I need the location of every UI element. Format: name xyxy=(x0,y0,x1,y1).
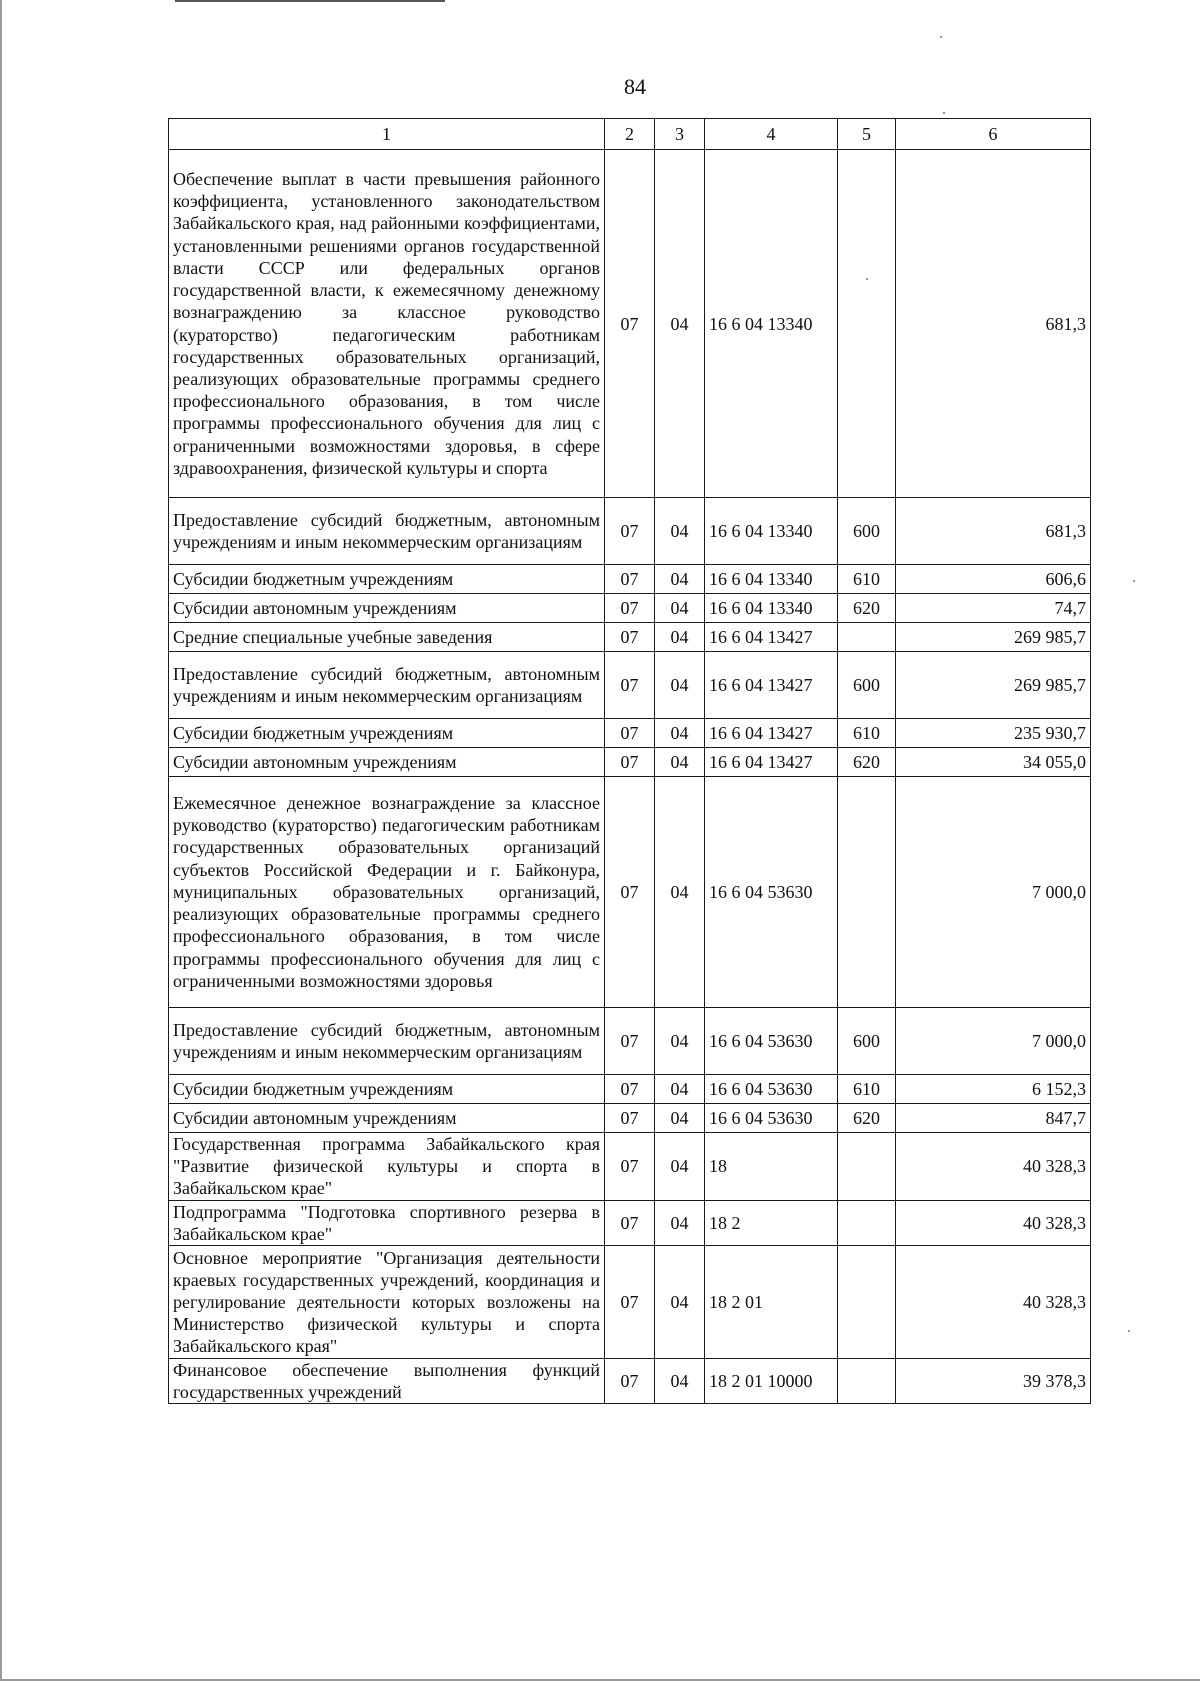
table-header-row xyxy=(169,119,1091,150)
cell-name: Субсидии автономным учреждениям xyxy=(169,748,605,777)
cell-name: Средние специальные учебные заведения xyxy=(169,623,605,652)
cell-amount: 681,3 xyxy=(896,150,1091,498)
cell-subsection: 04 xyxy=(655,1246,705,1359)
cell-expense-type xyxy=(838,1200,896,1245)
budget-table xyxy=(168,118,1091,1404)
cell-expense-type: 620 xyxy=(838,1104,896,1133)
cell-expense-type xyxy=(838,623,896,652)
cell-section: 07 xyxy=(605,777,655,1008)
cell-subsection: 04 xyxy=(655,652,705,719)
cell-target-code: 18 2 xyxy=(705,1200,838,1245)
cell-subsection: 04 xyxy=(655,623,705,652)
header-cell: 4 xyxy=(705,119,838,150)
header-cell: 6 xyxy=(896,119,1091,150)
cell-subsection: 04 xyxy=(655,1133,705,1201)
cell-target-code: 16 6 04 13427 xyxy=(705,748,838,777)
cell-section: 07 xyxy=(605,719,655,748)
cell-expense-type: 620 xyxy=(838,748,896,777)
cell-section: 07 xyxy=(605,1246,655,1359)
cell-subsection: 04 xyxy=(655,777,705,1008)
cell-target-code: 16 6 04 53630 xyxy=(705,1104,838,1133)
cell-name: Предоставление субсидий бюджетным, автономным учреждениям и иным некоммерческим организациям xyxy=(169,1008,605,1075)
table-row xyxy=(169,1359,1091,1404)
header-cell: 5 xyxy=(838,119,896,150)
cell-expense-type xyxy=(838,1246,896,1359)
cell-section: 07 xyxy=(605,652,655,719)
cell-amount: 6 152,3 xyxy=(896,1075,1091,1104)
table-row xyxy=(169,1246,1091,1359)
page-number: 84 xyxy=(624,74,646,99)
scan-speck xyxy=(1133,580,1135,582)
cell-amount: 39 378,3 xyxy=(896,1359,1091,1404)
cell-name: Основное мероприятие "Организация деятельности краевых государственных учреждений, координация и регулирование деятельности которых возложены на Министерство физической культуры и спорта Забайкальского края" xyxy=(169,1246,605,1359)
cell-subsection: 04 xyxy=(655,1359,705,1404)
cell-name: Предоставление субсидий бюджетным, автономным учреждениям и иным некоммерческим организациям xyxy=(169,652,605,719)
cell-amount: 269 985,7 xyxy=(896,623,1091,652)
cell-amount: 847,7 xyxy=(896,1104,1091,1133)
table-row xyxy=(169,1104,1091,1133)
table-row xyxy=(169,150,1091,498)
cell-section: 07 xyxy=(605,1359,655,1404)
cell-amount: 269 985,7 xyxy=(896,652,1091,719)
cell-name: Субсидии бюджетным учреждениям xyxy=(169,565,605,594)
cell-name: Субсидии бюджетным учреждениям xyxy=(169,719,605,748)
table-row xyxy=(169,1200,1091,1245)
cell-amount: 7 000,0 xyxy=(896,1008,1091,1075)
cell-subsection: 04 xyxy=(655,498,705,565)
cell-name: Ежемесячное денежное вознаграждение за классное руководство (кураторство) педагогическим работникам государственных образовательных организаций субъектов Российской Федерации и г. Байконура, муниципальных образовательных организаций, реализующих образовательные программы среднего профессионального образования, в том числе программы профессионального обучения для лиц с ограниченными возможностями здоровья xyxy=(169,777,605,1008)
scan-speck xyxy=(943,112,945,114)
cell-section: 07 xyxy=(605,1008,655,1075)
cell-section: 07 xyxy=(605,498,655,565)
table-row xyxy=(169,498,1091,565)
cell-target-code: 16 6 04 13340 xyxy=(705,594,838,623)
cell-target-code: 16 6 04 53630 xyxy=(705,1008,838,1075)
scan-speck xyxy=(1128,1330,1130,1332)
cell-subsection: 04 xyxy=(655,748,705,777)
cell-target-code: 16 6 04 53630 xyxy=(705,1075,838,1104)
table-row xyxy=(169,594,1091,623)
cell-amount: 74,7 xyxy=(896,594,1091,623)
cell-target-code: 16 6 04 13340 xyxy=(705,565,838,594)
scan-speck xyxy=(940,36,942,38)
cell-subsection: 04 xyxy=(655,150,705,498)
cell-subsection: 04 xyxy=(655,1075,705,1104)
header-cell: 2 xyxy=(605,119,655,150)
cell-section: 07 xyxy=(605,1075,655,1104)
cell-section: 07 xyxy=(605,565,655,594)
cell-expense-type xyxy=(838,1133,896,1201)
cell-section: 07 xyxy=(605,1200,655,1245)
table-row xyxy=(169,1133,1091,1201)
cell-expense-type: 610 xyxy=(838,1075,896,1104)
cell-name: Государственная программа Забайкальского края "Развитие физической культуры и спорта в Забайкальском крае" xyxy=(169,1133,605,1201)
table-row xyxy=(169,748,1091,777)
cell-name: Предоставление субсидий бюджетным, автономным учреждениям и иным некоммерческим организациям xyxy=(169,498,605,565)
cell-section: 07 xyxy=(605,1133,655,1201)
table-row xyxy=(169,777,1091,1008)
header-cell: 1 xyxy=(169,119,605,150)
cell-expense-type xyxy=(838,150,896,498)
table-row xyxy=(169,719,1091,748)
cell-section: 07 xyxy=(605,748,655,777)
cell-amount: 7 000,0 xyxy=(896,777,1091,1008)
table-row xyxy=(169,1008,1091,1075)
cell-subsection: 04 xyxy=(655,1008,705,1075)
cell-section: 07 xyxy=(605,150,655,498)
cell-expense-type xyxy=(838,777,896,1008)
header-cell: 3 xyxy=(655,119,705,150)
table-row xyxy=(169,1075,1091,1104)
cell-name: Субсидии автономным учреждениям xyxy=(169,1104,605,1133)
cell-target-code: 16 6 04 53630 xyxy=(705,777,838,1008)
cell-name: Обеспечение выплат в части превышения районного коэффициента, установленного законодательством Забайкальского края, над районными коэффициентами, установленными решениями органов государственной власти СССР или федеральных органов государственной власти, к ежемесячному денежному вознаграждению за классное руководство (кураторство) педагогическим работникам государственных образовательных организаций, реализующих образовательные программы среднего профессионального образования, в том числе программы профессионального обучения для лиц с ограниченными возможностями здоровья, в сфере здравоохранения, физической культуры и спорта xyxy=(169,150,605,498)
cell-expense-type: 600 xyxy=(838,652,896,719)
table-row xyxy=(169,623,1091,652)
cell-target-code: 16 6 04 13427 xyxy=(705,623,838,652)
cell-amount: 606,6 xyxy=(896,565,1091,594)
cell-expense-type: 620 xyxy=(838,594,896,623)
cell-amount: 40 328,3 xyxy=(896,1246,1091,1359)
cell-amount: 235 930,7 xyxy=(896,719,1091,748)
cell-expense-type: 600 xyxy=(838,498,896,565)
scan-left-edge xyxy=(0,0,2,1681)
cell-expense-type: 610 xyxy=(838,565,896,594)
cell-target-code: 16 6 04 13427 xyxy=(705,719,838,748)
cell-subsection: 04 xyxy=(655,1200,705,1245)
cell-subsection: 04 xyxy=(655,594,705,623)
cell-expense-type: 600 xyxy=(838,1008,896,1075)
table-row xyxy=(169,565,1091,594)
cell-section: 07 xyxy=(605,623,655,652)
cell-target-code: 16 6 04 13340 xyxy=(705,498,838,565)
cell-subsection: 04 xyxy=(655,1104,705,1133)
cell-name: Финансовое обеспечение выполнения функций государственных учреждений xyxy=(169,1359,605,1404)
cell-subsection: 04 xyxy=(655,719,705,748)
cell-amount: 34 055,0 xyxy=(896,748,1091,777)
cell-amount: 40 328,3 xyxy=(896,1200,1091,1245)
scan-edge-line xyxy=(175,0,445,2)
cell-amount: 40 328,3 xyxy=(896,1133,1091,1201)
cell-amount: 681,3 xyxy=(896,498,1091,565)
cell-section: 07 xyxy=(605,594,655,623)
cell-name: Субсидии автономным учреждениям xyxy=(169,594,605,623)
cell-expense-type xyxy=(838,1359,896,1404)
budget-table-body xyxy=(169,119,1091,1404)
cell-expense-type: 610 xyxy=(838,719,896,748)
cell-target-code: 18 xyxy=(705,1133,838,1201)
cell-name: Подпрограмма "Подготовка спортивного резерва в Забайкальском крае" xyxy=(169,1200,605,1245)
cell-target-code: 18 2 01 xyxy=(705,1246,838,1359)
cell-target-code: 16 6 04 13427 xyxy=(705,652,838,719)
cell-target-code: 18 2 01 10000 xyxy=(705,1359,838,1404)
cell-section: 07 xyxy=(605,1104,655,1133)
cell-name: Субсидии бюджетным учреждениям xyxy=(169,1075,605,1104)
cell-subsection: 04 xyxy=(655,565,705,594)
cell-target-code: 16 6 04 13340 xyxy=(705,150,838,498)
table-row xyxy=(169,652,1091,719)
